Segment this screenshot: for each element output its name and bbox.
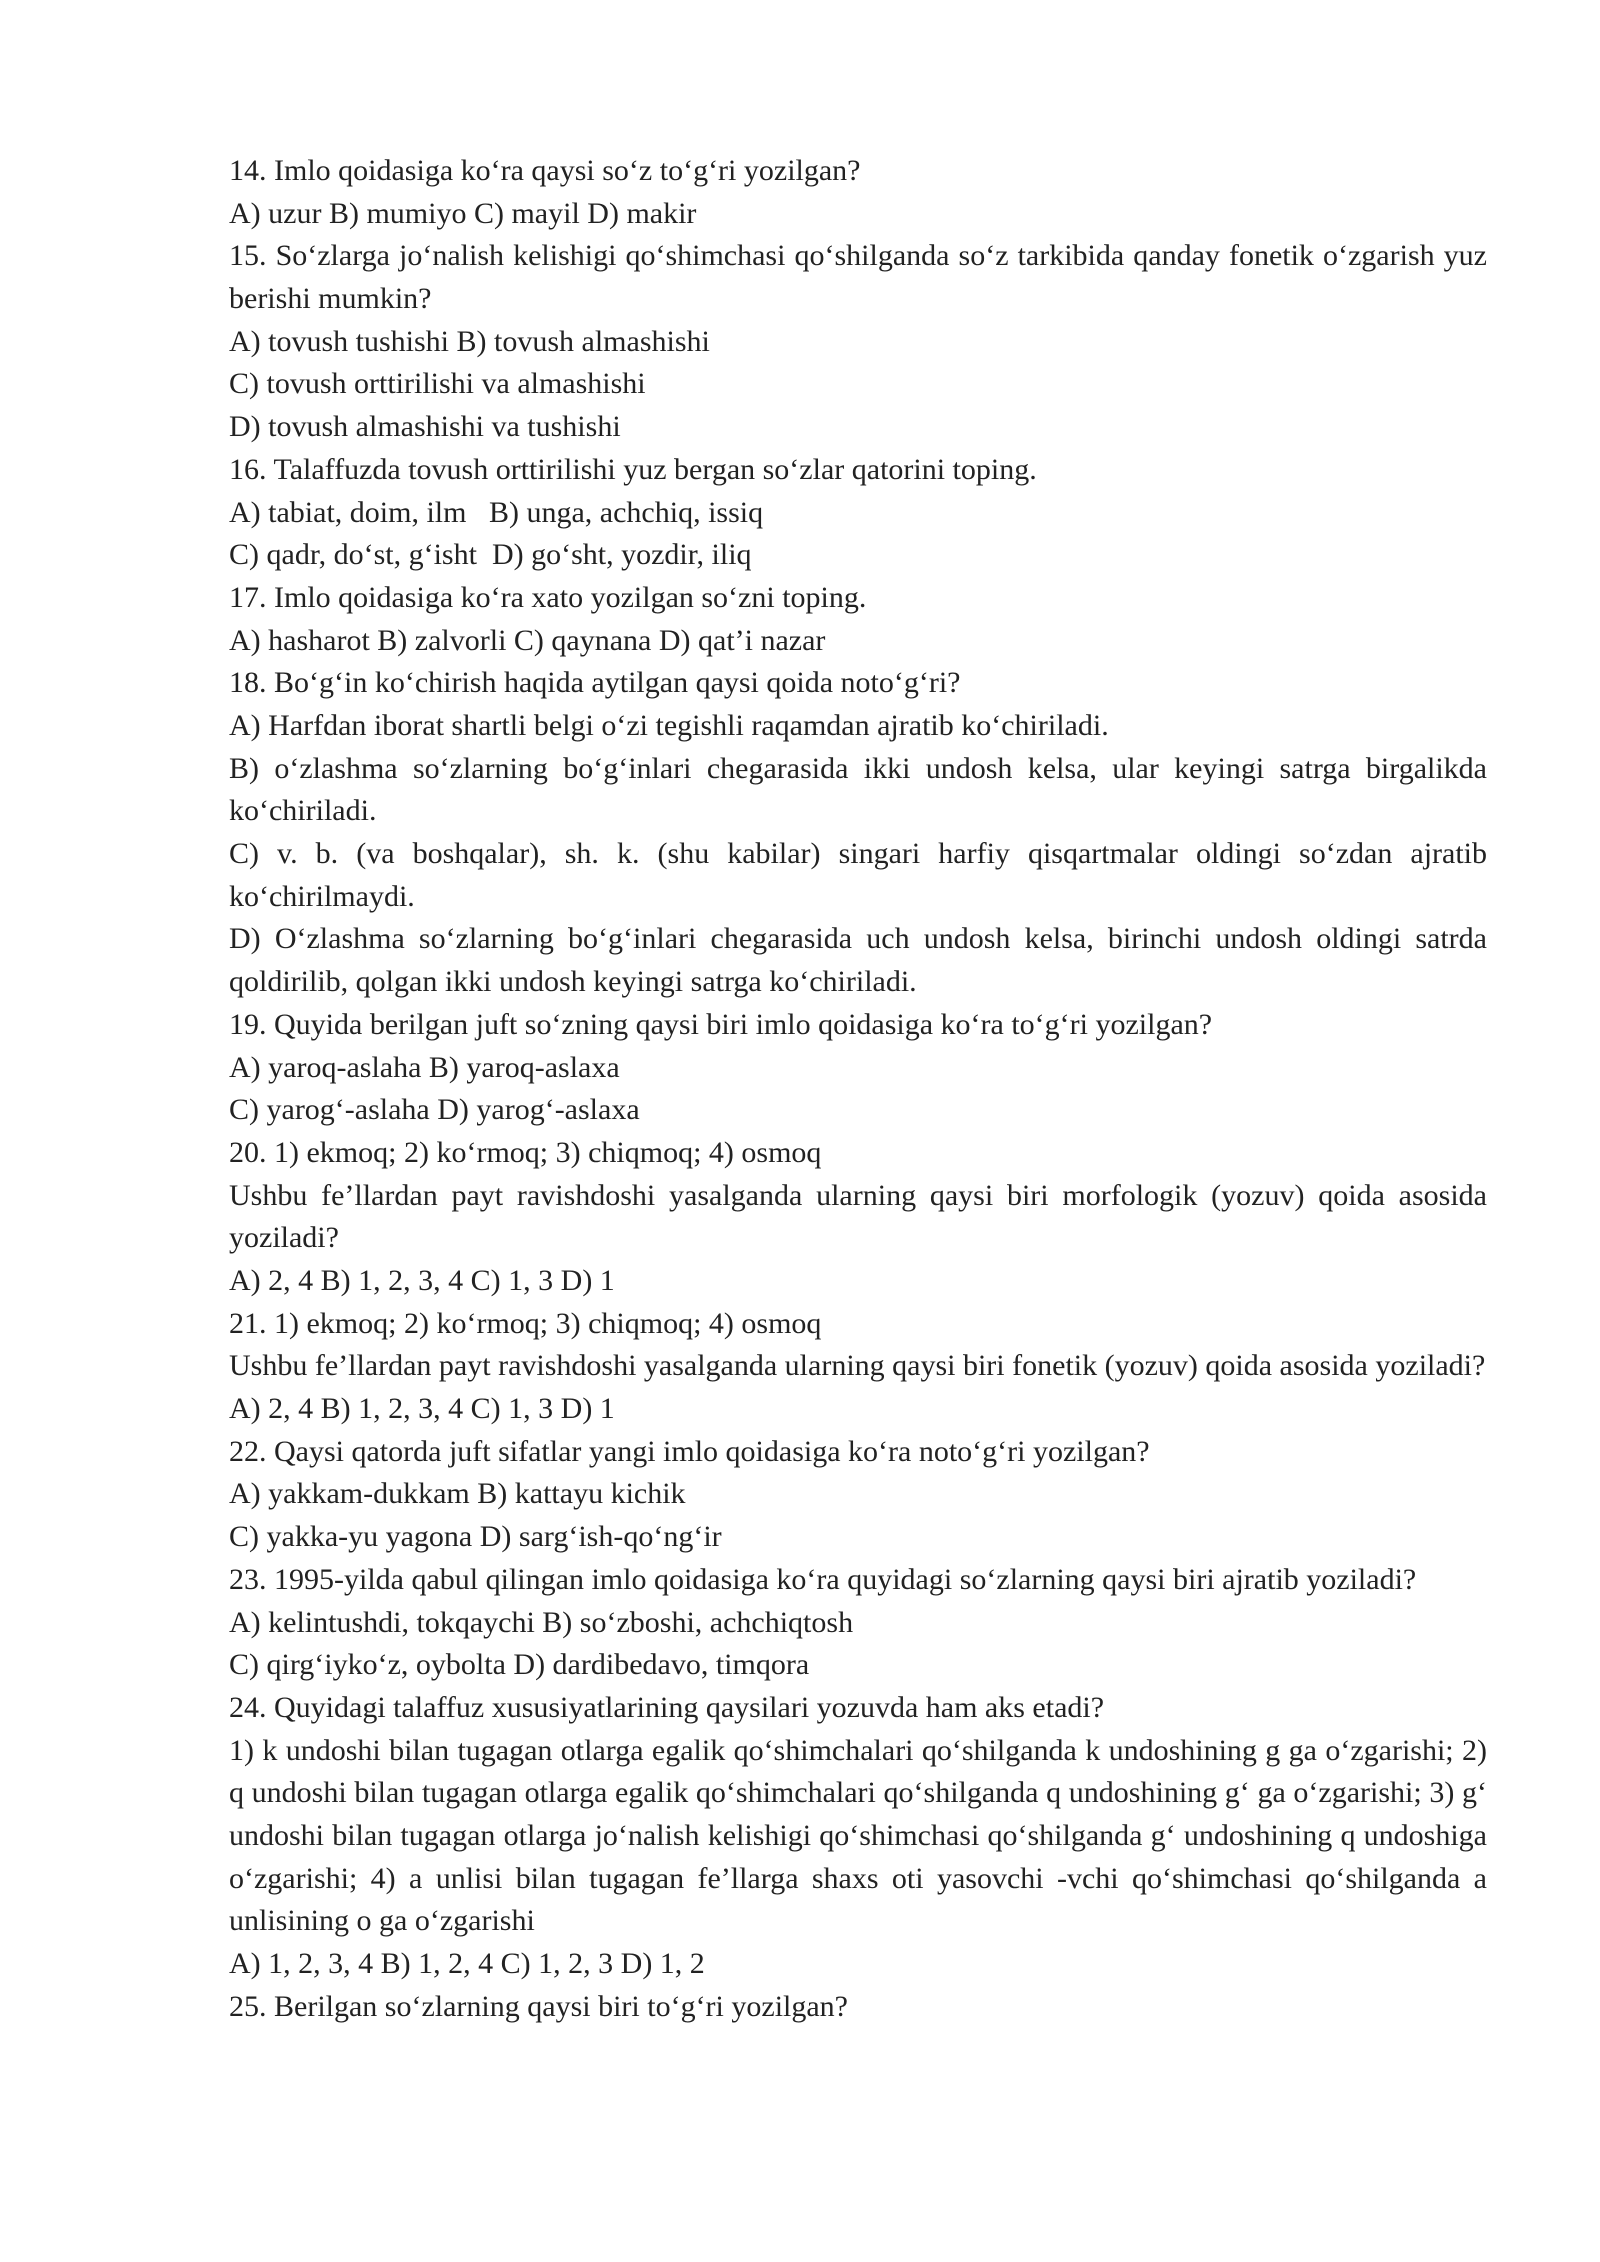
answer-18-a: A) Harfdan iborat shartli belgi o‘zi tegishli raqamdan ajratib ko‘chiriladi. [229,708,1109,742]
question-24-text: 1) k undoshi bilan tugagan otlarga egalik qo‘shimchalari qo‘shilganda k undoshining g ga o‘zgarishi; 2) q undoshi bilan tugagan otlarga egalik qo‘shimchalari qo‘shilganda q undoshining g‘ ga o‘zgarishi; 3) g‘ undoshi bilan tugagan otlarga jo‘nalish kelishigi qo‘shimchasi qo‘shilganda g‘ undoshining q undoshiga o‘zgarishi; 4) a unlisi bilan tugagan fe’llarga shaxs oti yasovchi -vchi qo‘shimchasi qo‘shilganda a unlisining o ga o‘zgarishi [229,1733,1487,1938]
answers-22-ab: A) yakkam-dukkam B) kattayu kichik [229,1477,686,1511]
question-21-text: Ushbu fe’llardan payt ravishdoshi yasalganda ularning qaysi biri fonetik (yozuv) qoida asosida yoziladi? [229,1349,1486,1383]
answers-17: A) hasharot B) zalvorli C) qaynana D) qat’i nazar [229,623,826,657]
answers-16-cd: C) qadr, do‘st, g‘isht D) go‘sht, yozdir, iliq [229,538,752,572]
question-25: 25. Berilgan so‘zlarning qaysi biri to‘g‘ri yozilgan? [229,1989,848,2023]
answers-14: A) uzur B) mumiyo C) mayil D) makir [229,196,697,230]
question-18: 18. Bo‘g‘in ko‘chirish haqida aytilgan qaysi qoida noto‘g‘ri? [229,666,961,700]
question-16: 16. Talaffuzda tovush orttirilishi yuz bergan so‘zlar qatorini toping. [229,452,1037,486]
answers-15-d: D) tovush almashishi va tushishi [229,410,621,444]
question-23: 23. 1995-yilda qabul qilingan imlo qoidasiga ko‘ra quyidagi so‘zlarning qaysi biri ajratib yoziladi? [229,1562,1417,1596]
question-15: 15. So‘zlarga jo‘nalish kelishigi qo‘shimchasi qo‘shilganda so‘z tarkibida qanday fonetik o‘zgarish yuz berishi mumkin? [229,239,1487,316]
question-24: 24. Quyidagi talaffuz xususiyatlarining qaysilari yozuvda ham aks etadi? [229,1690,1105,1724]
answer-18-b: B) o‘zlashma so‘zlarning bo‘g‘inlari chegarasida ikki undosh kelsa, ular keyingi satrga birgalikda ko‘chiriladi. [229,751,1487,828]
answers-19-cd: C) yarog‘-aslaha D) yarog‘-aslaxa [229,1093,640,1127]
answers-15-ab: A) tovush tushishi B) tovush almashishi [229,324,710,358]
answers-15-c: C) tovush orttirilishi va almashishi [229,367,646,401]
question-21: 21. 1) ekmoq; 2) ko‘rmoq; 3) chiqmoq; 4) osmoq [229,1306,822,1340]
question-14: 14. Imlo qoidasiga ko‘ra qaysi so‘z to‘g‘ri yozilgan? [229,154,861,187]
question-19: 19. Quyida berilgan juft so‘zning qaysi biri imlo qoidasiga ko‘ra to‘g‘ri yozilgan? [229,1007,1213,1041]
question-17: 17. Imlo qoidasiga ko‘ra xato yozilgan so‘zni toping. [229,580,867,614]
answers-23-cd: C) qirg‘iyko‘z, oybolta D) dardibedavo, timqora [229,1648,810,1682]
answers-24: A) 1, 2, 3, 4 B) 1, 2, 4 C) 1, 2, 3 D) 1, 2 [229,1947,705,1981]
answers-20: A) 2, 4 B) 1, 2, 3, 4 C) 1, 3 D) 1 [229,1264,615,1298]
question-20: 20. 1) ekmoq; 2) ko‘rmoq; 3) chiqmoq; 4) osmoq [229,1135,822,1169]
answers-22-cd: C) yakka-yu yagona D) sarg‘ish-qo‘ng‘ir [229,1520,722,1554]
answers-21: A) 2, 4 B) 1, 2, 3, 4 C) 1, 3 D) 1 [229,1392,615,1426]
question-22: 22. Qaysi qatorda juft sifatlar yangi imlo qoidasiga ko‘ra noto‘g‘ri yozilgan? [229,1434,1150,1468]
answer-18-c: C) v. b. (va boshqalar), sh. k. (shu kabilar) singari harfiy qisqartmalar oldingi so‘zdan ajratib ko‘chirilmaydi. [229,837,1487,913]
answer-18-d: D) O‘zlashma so‘zlarning bo‘g‘inlari chegarasida uch undosh kelsa, birinchi undosh oldingi satrda qoldirilib, qolgan ikki undosh keyingi satrga ko‘chiriladi. [229,922,1487,999]
answers-23-ab: A) kelintushdi, tokqaychi B) so‘zboshi, achchiqtosh [229,1605,854,1639]
question-20-text: Ushbu fe’llardan payt ravishdoshi yasalganda ularning qaysi biri morfologik (yozuv) qoida asosida yoziladi? [229,1178,1487,1255]
answers-19-ab: A) yaroq-aslaha B) yaroq-aslaxa [229,1050,620,1084]
answers-16-ab: A) tabiat, doim, ilm B) unga, achchiq, issiq [229,495,764,529]
document-page [229,150,1487,2029]
